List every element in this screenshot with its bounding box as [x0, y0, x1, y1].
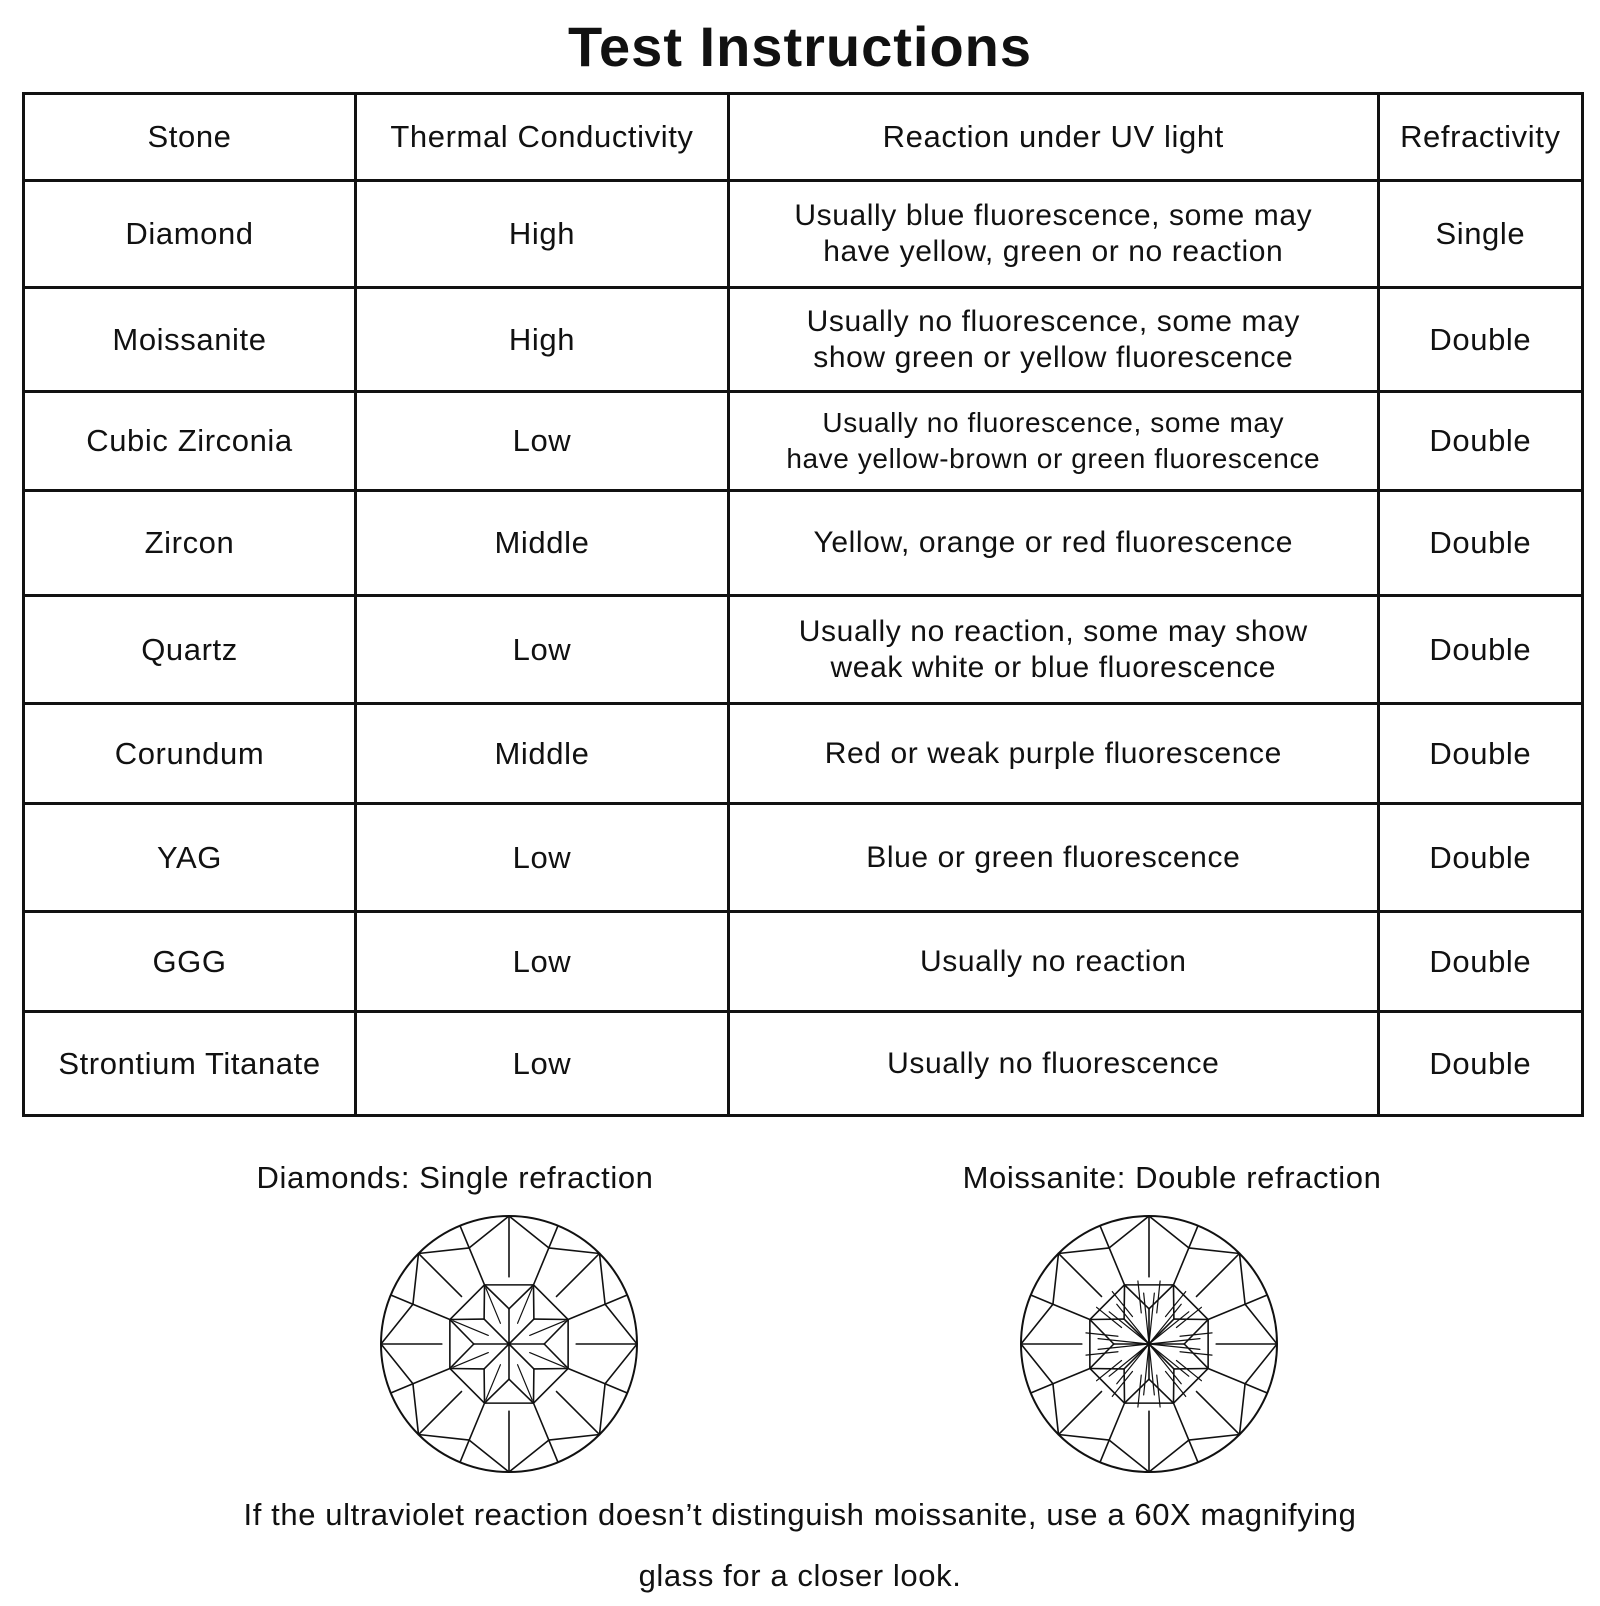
refractivity-value: Double [1378, 1012, 1582, 1116]
uv-reaction [728, 288, 1378, 392]
header-stone: Stone [24, 94, 356, 181]
stone-name: Corundum [24, 704, 356, 804]
stone-name: YAG [24, 804, 356, 912]
thermal-value: High [356, 181, 729, 288]
table-row [24, 392, 1583, 491]
header-uv-reaction: Reaction under UV light [728, 94, 1378, 181]
uv-line-2: have yellow-brown or green fluorescence [734, 441, 1373, 477]
uv-line-1: Usually no reaction, some may show [734, 614, 1373, 650]
thermal-value: High [356, 288, 729, 392]
thermal-value: Low [356, 912, 729, 1012]
header-thermal-conductivity: Thermal Conductivity [356, 94, 729, 181]
thermal-value: Low [356, 596, 729, 704]
uv-reaction: Red or weak purple fluorescence [728, 704, 1378, 804]
uv-reaction [728, 596, 1378, 704]
uv-line-1: Usually no fluorescence, some may [734, 405, 1373, 441]
stone-name: GGG [24, 912, 356, 1012]
uv-line-2: show green or yellow fluorescence [734, 340, 1373, 376]
footnote-line-1: If the ultraviolet reaction doesn’t distinguish moissanite, use a 60X magnifying [0, 1484, 1600, 1545]
footnote [0, 1484, 1600, 1606]
uv-line-2: weak white or blue fluorescence [734, 650, 1373, 686]
thermal-value: Low [356, 804, 729, 912]
table-row [24, 491, 1583, 596]
header-refractivity: Refractivity [1378, 94, 1582, 181]
stone-name: Cubic Zirconia [24, 392, 356, 491]
refractivity-value: Double [1378, 704, 1582, 804]
table-row [24, 704, 1583, 804]
table-row [24, 912, 1583, 1012]
refractivity-value: Double [1378, 804, 1582, 912]
diamond-caption: Diamonds: Single refraction [145, 1160, 765, 1196]
stone-name: Strontium Titanate [24, 1012, 356, 1116]
uv-reaction: Usually no reaction [728, 912, 1378, 1012]
uv-reaction: Usually no fluorescence [728, 1012, 1378, 1116]
table-row [24, 181, 1583, 288]
refractivity-value: Single [1378, 181, 1582, 288]
moissanite-facet-diagram-icon [1017, 1212, 1281, 1476]
uv-reaction [728, 392, 1378, 491]
page-title: Test Instructions [0, 14, 1600, 80]
thermal-value: Low [356, 1012, 729, 1116]
table-row [24, 288, 1583, 392]
refractivity-value: Double [1378, 392, 1582, 491]
uv-line-1: Usually blue fluorescence, some may [734, 198, 1373, 234]
uv-reaction: Yellow, orange or red fluorescence [728, 491, 1378, 596]
table-row [24, 1012, 1583, 1116]
refractivity-value: Double [1378, 288, 1582, 392]
stone-name: Quartz [24, 596, 356, 704]
thermal-value: Middle [356, 491, 729, 596]
stone-name: Diamond [24, 181, 356, 288]
uv-line-2: have yellow, green or no reaction [734, 234, 1373, 270]
uv-line-1: Usually no fluorescence, some may [734, 304, 1373, 340]
footnote-line-2: glass for a closer look. [0, 1545, 1600, 1606]
table-row [24, 804, 1583, 912]
refractivity-value: Double [1378, 491, 1582, 596]
stone-test-table [22, 92, 1584, 1117]
stone-name: Zircon [24, 491, 356, 596]
table-header-row [24, 94, 1583, 181]
thermal-value: Low [356, 392, 729, 491]
uv-reaction [728, 181, 1378, 288]
uv-reaction: Blue or green fluorescence [728, 804, 1378, 912]
moissanite-caption: Moissanite: Double refraction [862, 1160, 1482, 1196]
stone-name: Moissanite [24, 288, 356, 392]
refractivity-value: Double [1378, 596, 1582, 704]
refractivity-value: Double [1378, 912, 1582, 1012]
table-row [24, 596, 1583, 704]
thermal-value: Middle [356, 704, 729, 804]
diamond-facet-diagram-icon [377, 1212, 641, 1476]
